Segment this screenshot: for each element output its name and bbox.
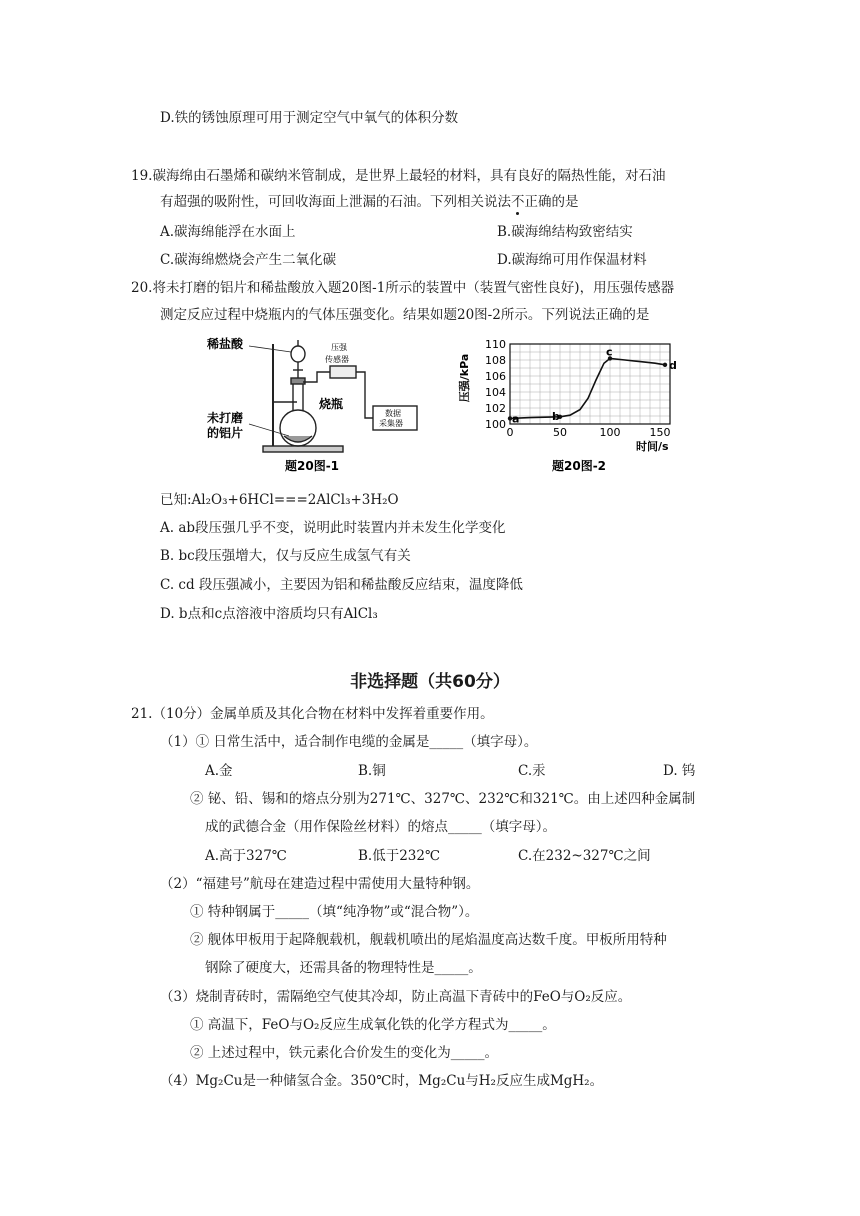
q20-option-c: C. cd 段压强减小，主要因为铝和稀盐酸反应结束，温度降低 — [160, 577, 523, 593]
label-al-strip-1: 未打磨 — [207, 411, 244, 425]
q20-option-a: A. ab段压强几乎不变，说明此时装置内并未发生化学变化 — [160, 520, 506, 536]
x-axis-label: 时间/s — [636, 440, 669, 453]
x-tick-label: 50 — [553, 426, 567, 439]
label-data-1: 数据 — [385, 409, 401, 418]
y-tick-label: 104 — [485, 386, 506, 399]
q21-part2: （2）“福建号”航母在建造过程中需使用大量特种钢。 — [160, 876, 480, 892]
figure-2-caption: 题20图-2 — [552, 459, 607, 473]
q19-option-c: C.碳海绵燃烧会产生二氧化碳 — [160, 252, 337, 268]
y-tick-label: 110 — [485, 338, 506, 351]
pressure-series-line — [510, 358, 665, 418]
x-tick-label: 0 — [506, 426, 514, 439]
y-tick-label: 102 — [485, 402, 506, 415]
q21-part3-1: ① 高温下，FeO与O₂反应生成氧化铁的化学方程式为_____。 — [190, 1017, 556, 1033]
q21-part1-1-option-c: C.汞 — [518, 763, 546, 779]
label-data-2: 采集器 — [379, 419, 403, 428]
section-title: 非选择题（共60分） — [350, 672, 510, 692]
q21-part1-2-line1: ② 铋、铅、锡和的熔点分别为271℃、327℃、232℃和321℃。由上述四种金属制 — [190, 791, 696, 807]
q19-stem-line2 — [160, 193, 579, 211]
x-tick-label: 150 — [649, 426, 671, 439]
q21-part3: （3）烧制青砖时，需隔绝空气使其冷却，防止高温下青砖中的FeO与O₂反应。 — [160, 989, 632, 1005]
label-flask: 烧瓶 — [319, 397, 344, 411]
q21-part1-1-option-b: B.铜 — [358, 763, 386, 779]
q21-part1-2-option-c: C.在232~327℃之间 — [518, 848, 651, 864]
q20-option-b: B. bc段压强增大，仅与反应生成氢气有关 — [160, 548, 411, 564]
y-axis-label: 压强/kPa — [458, 353, 471, 403]
q21-part1-2-line2: 成的武德合金（用作保险丝材料）的熔点_____（填字母）。 — [205, 819, 556, 835]
point-label-d: d — [669, 358, 677, 372]
point-label-a: a — [512, 412, 520, 426]
q20-stem-line2: 测定反应过程中烧瓶内的气体压强变化。结果如题20图-2所示。下列说法正确的是 — [160, 307, 650, 323]
label-dilute-acid: 稀盐酸 — [207, 337, 244, 351]
y-tick-label: 100 — [485, 418, 506, 431]
q21-part1-1-option-a: A.金 — [205, 763, 233, 779]
q21-part1-1-option-d: D. 钨 — [663, 763, 696, 779]
pressure-chart — [448, 336, 698, 476]
q19-option-a: A.碳海绵能浮在水面上 — [160, 224, 296, 240]
q21-part1-2-option-a: A.高于327℃ — [205, 848, 287, 864]
point-label-b: b — [552, 409, 560, 423]
q20-known-equation: 已知:Al₂O₃+6HCl===2AlCl₃+3H₂O — [160, 492, 399, 508]
q19-stem-text-a: 有超强的吸附性，可回收海面上泄漏的石油。下列相关说法 — [160, 194, 511, 210]
q21-part2-2-line2: 钢除了硬度大，还需具备的物理特性是_____。 — [205, 960, 482, 976]
label-pressure: 压强 — [331, 343, 347, 352]
q21-part3-2: ② 上述过程中，铁元素化合价发生的变化为_____。 — [190, 1045, 499, 1061]
q21-part2-1: ① 特种钢属于_____（填“纯净物”或“混合物”）。 — [190, 904, 479, 920]
data-point-d — [663, 363, 667, 367]
label-sensor: 传感器 — [325, 355, 349, 364]
q21-part1-2-option-b: B.低于232℃ — [358, 848, 441, 864]
apparatus-figure — [205, 336, 435, 476]
q19-stem-text-b: 正确的是 — [524, 194, 579, 210]
x-tick-label: 100 — [599, 426, 621, 439]
point-label-c: c — [606, 345, 613, 359]
q20-stem-line1: 20.将未打磨的铝片和稀盐酸放入题20图-1所示的装置中（装置气密性良好)，用压强传感器 — [131, 280, 675, 296]
q20-option-d: D. b点和c点溶液中溶质均只有AlCl₃ — [160, 606, 378, 622]
q19-option-d: D.碳海绵可用作保温材料 — [497, 252, 647, 268]
emphasis-dot-char: 不 — [511, 194, 525, 210]
q21-part4: （4）Mg₂Cu是一种储氢合金。350℃时，Mg₂Cu与H₂反应生成MgH₂。 — [160, 1073, 604, 1089]
q21-part2-2-line1: ② 舰体甲板用于起降舰载机，舰载机喷出的尾焰温度高达数千度。甲板所用特种 — [190, 932, 667, 948]
q21-part1-1: （1）① 日常生活中，适合制作电缆的金属是_____（填字母）。 — [160, 734, 538, 750]
y-tick-label: 108 — [485, 354, 506, 367]
y-tick-label: 106 — [485, 370, 506, 383]
q19-stem-line1: 19.碳海绵由石墨烯和碳纳米管制成，是世界上最轻的材料，具有良好的隔热性能，对石油 — [131, 168, 666, 184]
label-al-strip-2: 的铝片 — [207, 426, 244, 440]
q21-stem: 21.（10分）金属单质及其化合物在材料中发挥着重要作用。 — [131, 706, 494, 722]
figure-1-caption: 题20图-1 — [285, 459, 340, 473]
q19-option-b: B.碳海绵结构致密结实 — [497, 224, 633, 240]
q18-option-d: D.铁的锈蚀原理可用于测定空气中氧气的体积分数 — [160, 110, 459, 126]
